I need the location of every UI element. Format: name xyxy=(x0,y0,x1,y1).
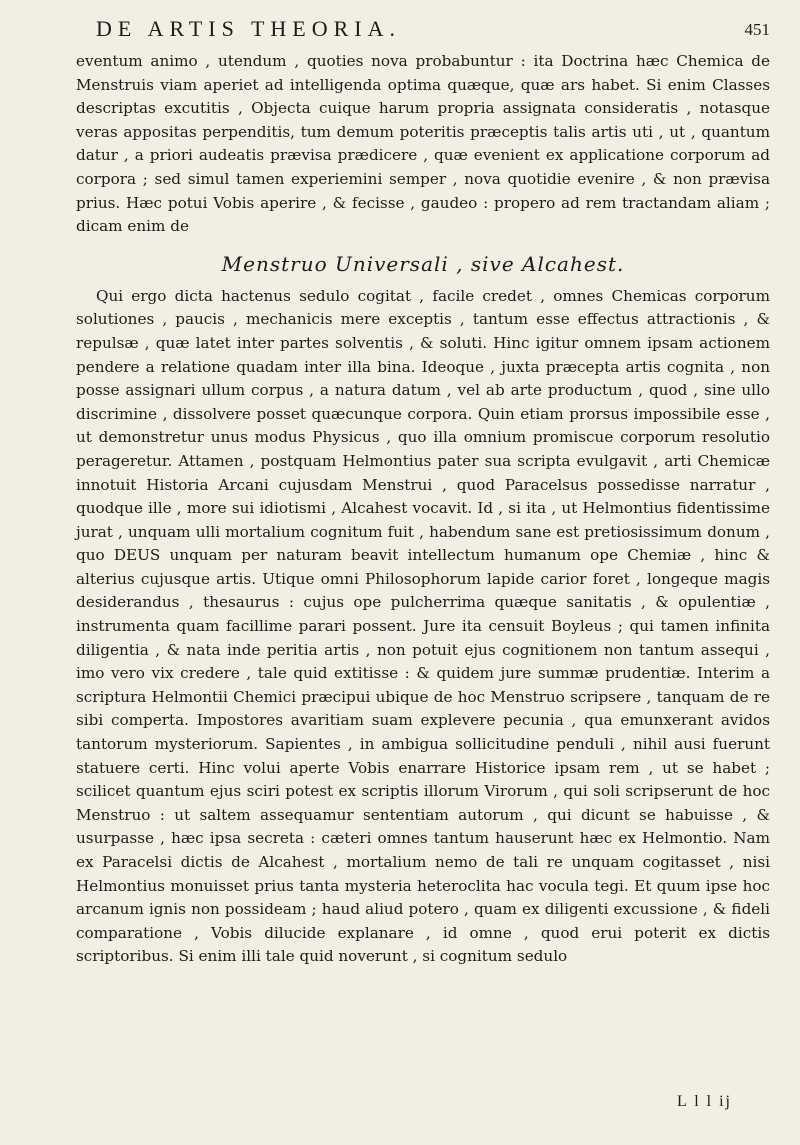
paragraph-2: Qui ergo dicta hactenus sedulo cogitat , facile credet , omnes Chemicas corporum solutiones , paucis , mechanicis mere exceptis , tantum esse effectus attractionis , & repulsæ , quæ latet inter partes solventis , & soluti. Hinc igitur omnem ipsam actionem pendere a relatione quadam inter illa bina. Ideoque , juxta præcepta artis cognita , non posse assignari ullum corpus , a natura datum , vel ab arte productum , quod , sine ullo discrimine , dissolvere posset quæcunque corpora. Quin etiam prorsus impossibile esse , ut demonstretur unus modus Physicus , quo illa omnium promiscue corporum resolutio perageretur. Attamen , postquam Helmontius pater sua scripta evulgavit , arti Chemicæ innotuit Historia Arcani cujusdam Menstrui , quod Paracelsus possedisse narratur , quodque ille , more sui idiotismi , Alcahest vocavit. Id , si ita , ut Helmontius fidentissime jurat , unquam ulli mortalium cognitum fuit , habendum sane est pretiosissimum donum , quo DEUS unquam per naturam beavit intellectum humanum ope Chemiæ , hinc & alterius cujusque artis. Utique omni Philosophorum lapide carior foret , longeque magis desiderandus , thesaurus : cujus ope pulcherrima quæque sanitatis , & opulentiæ , instrumenta quam facillime parari possent. Jure ita censuit Boyleus ; qui tamen infinita diligentia , & nata inde peritia artis , non potuit ejus cognitionem non tantum assequi , imo vero vix credere , tale quid extitisse : & quidem jure summæ prudentiæ. Interim a scriptura Helmontii Chemici præcipui ubique de hoc Menstruo scripsere , tanquam de re sibi comperta. Impostores avaritiam suam explevere pecunia , qua emunxerant avidos tantorum mysteriorum. Sapientes , in ambigua sollicitudine penduli , nihil ausi fuerunt statuere certi. Hinc volui aperte Vobis enarrare Historice ipsam rem , ut se habet ; scilicet quantum ejus sciri potest ex scriptis illorum Virorum , qui soli scripserunt de hoc Menstruo : ut saltem assequamur sententiam autorum , qui dicunt se habuisse , & usurpasse , hæc ipsa secreta : cæteri omnes tantum hauserunt hæc ex Helmontio. Nam ex Paracelsi dictis de Alcahest , mortalium nemo de tali re unquam cogitasset , nisi Helmontius monuisset prius tanta mysteria heteroclita hac vocula tegi. Et quum ipse hoc arcanum ignis non possideam ; haud aliud potero , quam ex diligenti excussione , & fideli comparatione , Vobis dilucide explanare , id omne , quod erui poterit ex dictis scriptoribus. Si enim illi tale quid noverunt , si cognitum sedulo xyxy=(76,286,770,966)
signature-mark: L l l ij xyxy=(677,1093,732,1110)
body-text xyxy=(76,50,770,969)
page-number: 451 xyxy=(744,20,770,39)
running-title: DE ARTIS THEORIA. xyxy=(96,16,401,41)
running-head xyxy=(76,10,770,50)
paragraph-1: eventum animo , utendum , quoties nova probabuntur : ita Doctrina hæc Chemica de Menstruis viam aperiet ad intelligenda optima quæque, quæ ars habet. Si enim Classes descriptas excutitis , Objecta cuique harum propria assignata consideratis , notasque veras appositas perpenditis, tum demum poteritis præceptis talis artis uti , ut , quantum datur , a priori audeatis prævisa prædicere , quæ evenient ex applicatione corporum ad corpora ; sed simul tamen experiemini semper , nova quotidie evenire , & non prævisa prius. Hæc potui Vobis aperire , & fecisse , gaudeo : propero ad rem tractandam aliam ; dicam enim de xyxy=(76,52,770,236)
section-heading: Menstruo Universali , sive Alcahest. xyxy=(221,251,625,276)
